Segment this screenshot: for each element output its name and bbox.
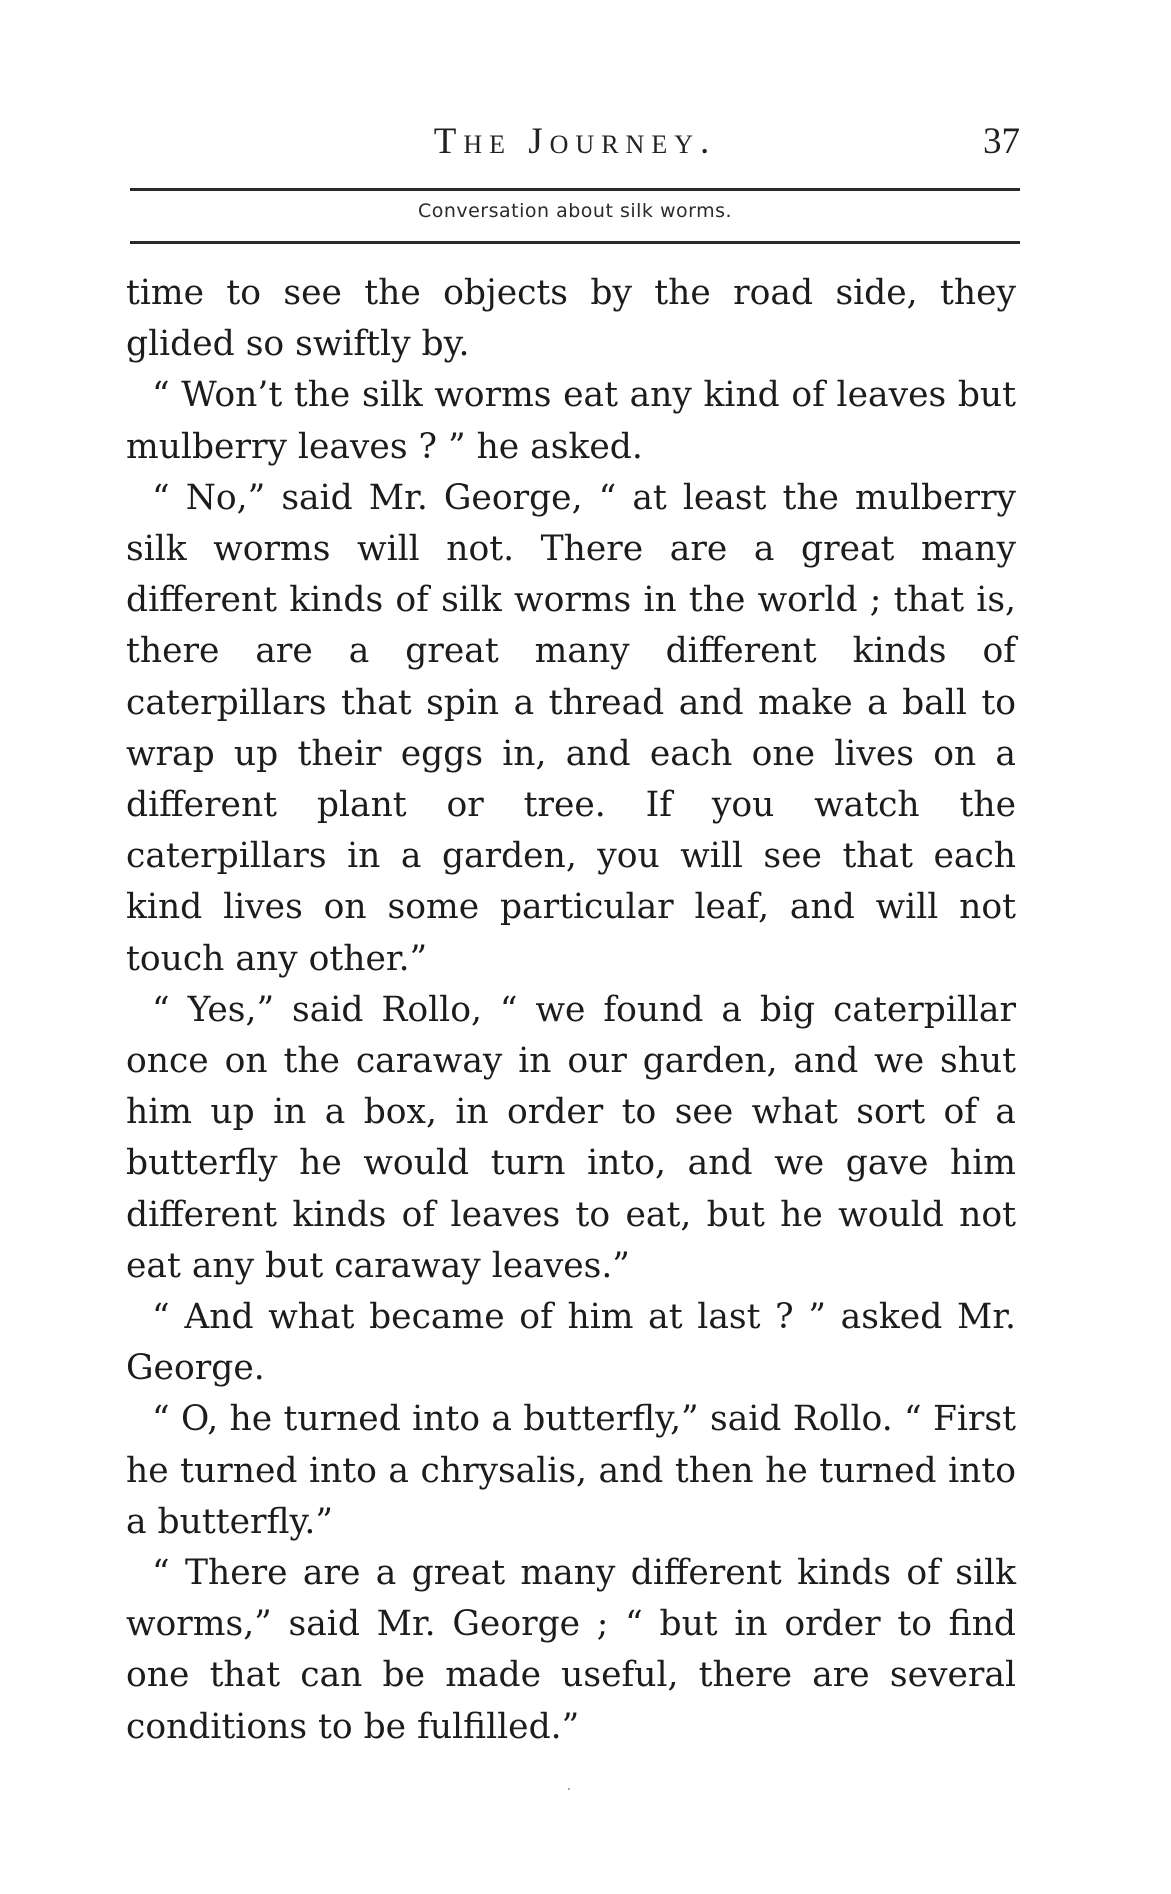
paper-speck (568, 1788, 570, 1790)
paragraph-4: “ Yes,” said Rollo, “ we found a big caterpillar once on the caraway in our garden, and we shut him up in a box, in order to see what sort of a butterfly he would turn into, and we gave him different kinds of leaves to eat, but he would not eat any but caraway leaves.” (126, 989, 1016, 1286)
paragraph-1: time to see the objects by the road side, they glided so swiftly by. (126, 273, 1016, 365)
page-number: 37 (983, 121, 1020, 162)
paragraph-2: “ Won’t the silk worms eat any kind of leaves but mulberry leaves ? ” he asked. (126, 375, 1016, 467)
body-text (126, 268, 1016, 1753)
page-header (130, 116, 1020, 166)
header-rule-top (130, 188, 1020, 191)
section-subtitle: Conversation about silk worms. (417, 200, 733, 222)
paragraph-5: “ And what became of him at last ? ” asked Mr. George. (126, 1297, 1016, 1389)
paragraph-7: “ There are a great many different kinds of silk worms,” said Mr. George ; “ but in order to find one that can be made useful, there are several conditions to be fulfilled.” (126, 1553, 1016, 1747)
paragraph-3: “ No,” said Mr. George, “ at least the mulberry silk worms will not. There are a great many different kinds of silk worms in the world ; that is, there are a great many different kinds of caterpillars that spin a thread and make a ball to wrap up their eggs in, and each one lives on a different plant or tree. If you watch the caterpillars in a garden, you will see that each kind lives on some particular leaf, and will not touch any other.” (126, 477, 1016, 979)
paragraph-6: “ O, he turned into a butterfly,” said Rollo. “ First he turned into a chrysalis, and then he turned into a butterfly.” (126, 1399, 1016, 1542)
running-title: The Journey. (433, 121, 717, 162)
header-rule-bottom (130, 241, 1020, 244)
